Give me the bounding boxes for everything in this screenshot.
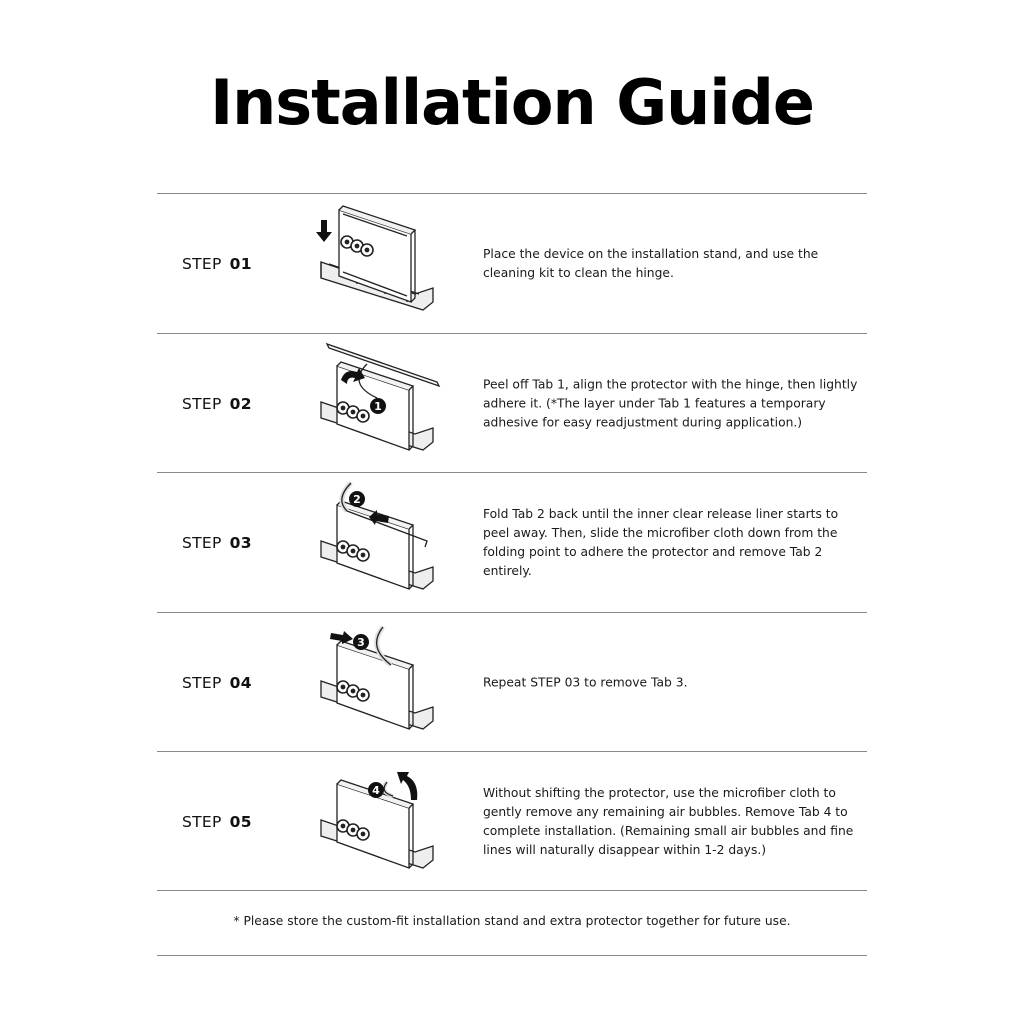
footnote: * Please store the custom-fit installation stand and extra protector together for future use.: [233, 914, 791, 928]
svg-text:4: 4: [372, 784, 380, 797]
step-number: 04: [229, 673, 252, 692]
step-row-05: [157, 752, 867, 891]
step-label: [182, 534, 252, 552]
step-word: STEP: [182, 812, 222, 831]
step-row-02: [157, 334, 867, 473]
svg-text:1: 1: [374, 400, 382, 413]
divider: [157, 890, 867, 891]
page-title: Installation Guide: [210, 66, 814, 139]
step-word: STEP: [182, 254, 222, 273]
step-01-illustration: [307, 198, 443, 329]
step-description: Without shifting the protector, use the microfiber cloth to gently remove any remaining air bubbles. Remove Tab 4 to complete installation. (Remaining small air bubbles and fine lines will naturally disappear within 1-2 days.): [483, 785, 854, 857]
svg-text:3: 3: [357, 636, 365, 649]
step-02-illustration: [307, 338, 443, 469]
step-description: Place the device on the installation stand, and use the cleaning kit to clean the hinge.: [483, 246, 819, 280]
step-word: STEP: [182, 673, 222, 692]
step-description: Peel off Tab 1, align the protector with the hinge, then lightly adhere it. (*The layer under Tab 1 features a temporary adhesive for easy readjustment during application.): [483, 377, 858, 429]
step-label: [182, 395, 252, 413]
step-number: 05: [229, 812, 252, 831]
step-number: 02: [229, 394, 252, 413]
step-label: [182, 674, 252, 692]
step-word: STEP: [182, 394, 222, 413]
step-label: [182, 255, 252, 273]
arrow-down-icon: [316, 220, 332, 242]
step-description: Fold Tab 2 back until the inner clear release liner starts to peel away. Then, slide the microfiber cloth down from the folding point to adhere the protector and remove Tab 2 entirely.: [483, 506, 839, 578]
step-05-illustration: [307, 756, 443, 887]
tab-badge: [353, 634, 369, 650]
step-description: Repeat STEP 03 to remove Tab 3.: [483, 675, 688, 689]
step-row-04: [157, 613, 867, 752]
step-label: [182, 813, 252, 831]
tab-badge: [368, 782, 384, 798]
step-number: 01: [229, 254, 252, 273]
step-number: 03: [229, 533, 252, 552]
tab-badge: [370, 398, 386, 414]
curved-arrow-up-icon: [397, 772, 417, 800]
divider: [157, 955, 867, 956]
step-04-illustration: [307, 617, 443, 748]
step-word: STEP: [182, 533, 222, 552]
tab-badge: [349, 491, 365, 507]
svg-text:2: 2: [353, 493, 361, 506]
step-row-01: [157, 194, 867, 333]
step-03-illustration: [307, 477, 443, 608]
step-row-03: [157, 473, 867, 612]
